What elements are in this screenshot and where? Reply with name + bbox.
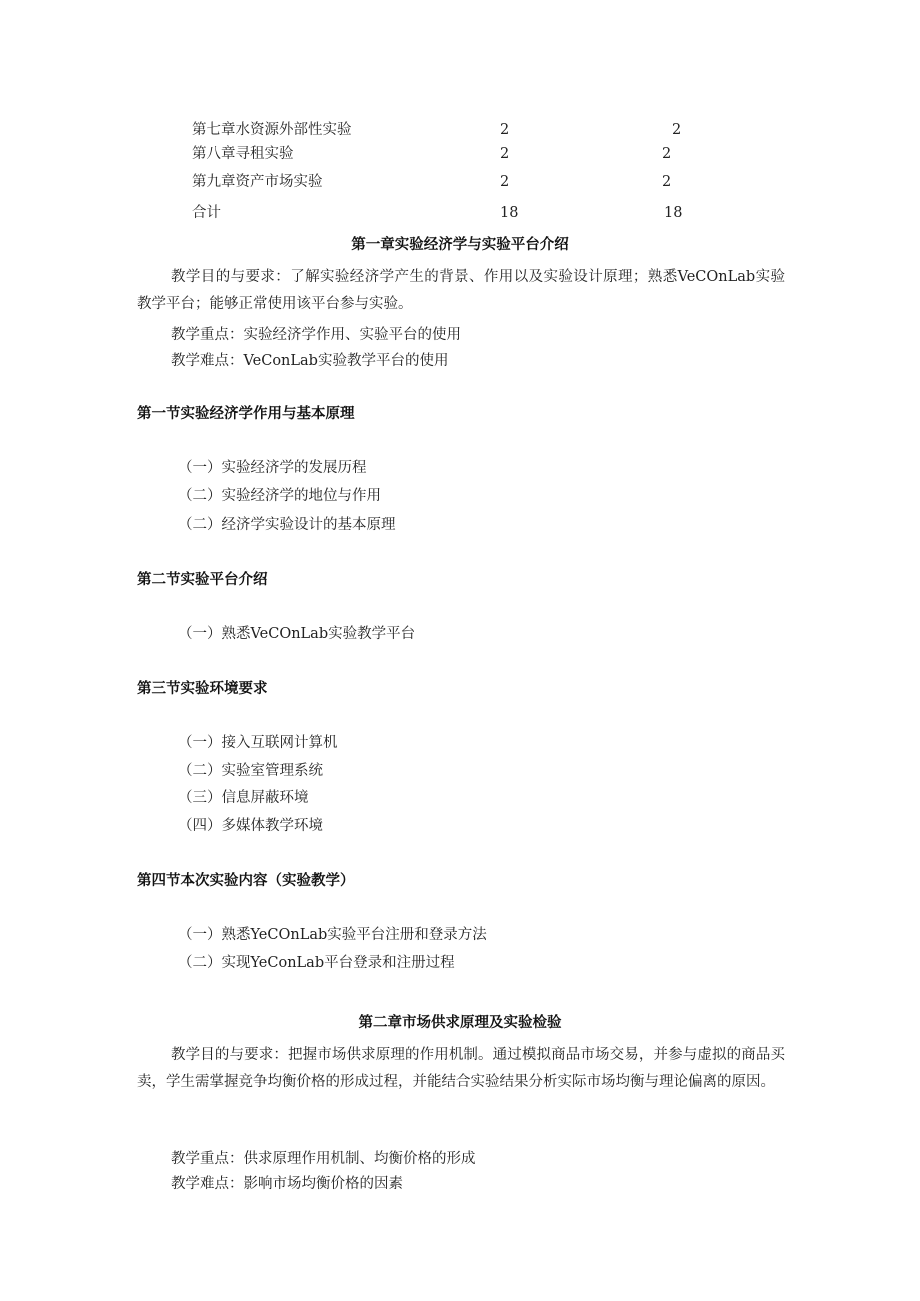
chapter2-goal: 教学目的与要求：把握市场供求原理的作用机制。通过模拟商品市场交易，并参与虚拟的商品买卖，学生需掌握竞争均衡价格的形成过程，并能结合实验结果分析实际市场均衡与理论偏离的原因。: [137, 1047, 785, 1090]
chapter1-goal: 教学目的与要求：了解实验经济学产生的背景、作用以及实验设计原理；熟悉VeCOnLab实验教学平台；能够正常使用该平台参与实验。: [137, 269, 785, 312]
table-row: [0, 144, 920, 164]
chapter1-title: 第一章实验经济学与实验平台介绍: [351, 237, 569, 253]
chapter2-title: 第二章市场供求原理及实验检验: [358, 1015, 562, 1031]
list-item: （二）实验室管理系统: [178, 763, 323, 779]
chapter-name: 第九章资产市场实验: [192, 174, 323, 190]
list-item: （一）熟悉VeCOnLab实验教学平台: [178, 626, 416, 642]
table-row-total: [0, 203, 920, 223]
table-row: [0, 172, 920, 192]
hours-a: 2: [500, 122, 510, 138]
total-label: 合计: [192, 205, 221, 221]
hours-a: 2: [500, 146, 510, 162]
hours-b: 2: [672, 122, 682, 138]
chapter2-difficulty: 教学难点：影响市场均衡价格的因素: [171, 1176, 403, 1192]
list-item: （二）实验经济学的地位与作用: [178, 488, 381, 504]
list-item: （二）实现YeConLab平台登录和注册过程: [178, 955, 455, 971]
hours-b: 18: [664, 205, 683, 221]
hours-b: 2: [662, 146, 672, 162]
list-item: （一）接入互联网计算机: [178, 735, 338, 751]
hours-b: 2: [662, 174, 672, 190]
section-title: 第一节实验经济学作用与基本原理: [137, 406, 355, 422]
section-title: 第三节实验环境要求: [137, 681, 268, 697]
list-item: （四）多媒体教学环境: [178, 818, 323, 834]
list-item: （三）信息屏蔽环境: [178, 790, 309, 806]
list-item: （二）经济学实验设计的基本原理: [178, 517, 396, 533]
list-item: （一）熟悉YeCOnLab实验平台注册和登录方法: [178, 927, 487, 943]
chapter-name: 第八章寻租实验: [192, 146, 294, 162]
table-row: [0, 120, 920, 140]
list-item: （一）实验经济学的发展历程: [178, 460, 367, 476]
chapter1-focus: 教学重点：实验经济学作用、实验平台的使用: [171, 327, 461, 343]
chapter1-difficulty: 教学难点：VeConLab实验教学平台的使用: [171, 353, 449, 369]
hours-a: 2: [500, 174, 510, 190]
section-title: 第二节实验平台介绍: [137, 572, 268, 588]
hours-a: 18: [500, 205, 519, 221]
chapter2-focus: 教学重点：供求原理作用机制、均衡价格的形成: [171, 1151, 476, 1167]
chapter-name: 第七章水资源外部性实验: [192, 122, 352, 138]
section-title: 第四节本次实验内容（实验教学）: [137, 873, 355, 889]
